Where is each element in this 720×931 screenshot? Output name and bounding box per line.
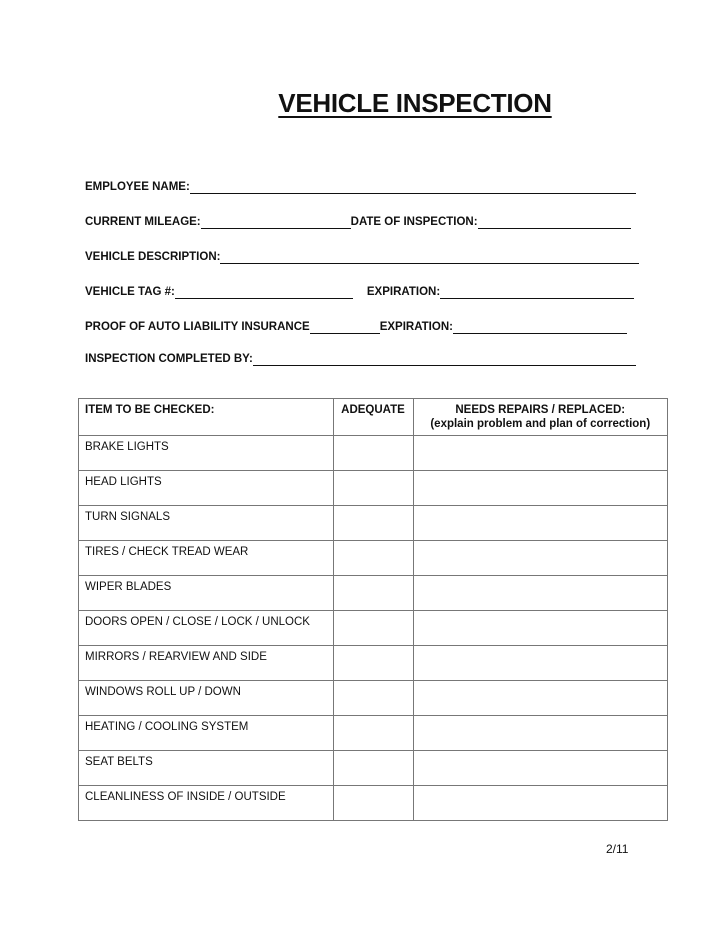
needs-repairs-cell[interactable] [413, 541, 668, 576]
table-row [79, 646, 668, 681]
proof-insurance-field[interactable] [310, 320, 380, 334]
table-header-row [79, 399, 668, 436]
adequate-cell[interactable] [333, 751, 413, 786]
inspection-completed-by-field[interactable] [253, 352, 636, 366]
employee-name-label: EMPLOYEE NAME: [85, 181, 190, 193]
table-row [79, 681, 668, 716]
item-cell: DOORS OPEN / CLOSE / LOCK / UNLOCK [79, 611, 334, 646]
needs-repairs-cell[interactable] [413, 436, 668, 471]
page-title: VEHICLE INSPECTION [278, 88, 552, 118]
item-cell: HEATING / COOLING SYSTEM [79, 716, 334, 751]
table-row [79, 751, 668, 786]
item-cell: CLEANLINESS OF INSIDE / OUTSIDE [79, 786, 334, 821]
table-row [79, 611, 668, 646]
current-mileage-label: CURRENT MILEAGE: [85, 216, 201, 228]
needs-repairs-column-header [413, 399, 668, 436]
table-row [79, 506, 668, 541]
adequate-cell[interactable] [333, 506, 413, 541]
vehicle-description-line [85, 246, 639, 264]
needs-repairs-cell[interactable] [413, 751, 668, 786]
needs-repairs-cell[interactable] [413, 506, 668, 541]
needs-repairs-subtitle: (explain problem and plan of correction) [430, 418, 651, 430]
needs-repairs-cell[interactable] [413, 611, 668, 646]
table-row [79, 786, 668, 821]
tag-expiration-field[interactable] [440, 285, 634, 299]
adequate-cell[interactable] [333, 541, 413, 576]
item-cell: MIRRORS / REARVIEW AND SIDE [79, 646, 334, 681]
insurance-expiration-label: EXPIRATION: [379, 321, 453, 333]
table-row [79, 576, 668, 611]
table-row [79, 541, 668, 576]
employee-name-line [85, 176, 636, 194]
table-row [79, 471, 668, 506]
table-row [79, 716, 668, 751]
item-cell: TIRES / CHECK TREAD WEAR [79, 541, 334, 576]
item-cell: HEAD LIGHTS [79, 471, 334, 506]
inspection-completed-by-label: INSPECTION COMPLETED BY: [85, 353, 253, 365]
item-cell: TURN SIGNALS [79, 506, 334, 541]
adequate-cell[interactable] [333, 471, 413, 506]
date-of-inspection-field[interactable] [478, 215, 631, 229]
vehicle-description-field[interactable] [220, 250, 639, 264]
insurance-expiration-field[interactable] [453, 320, 627, 334]
current-mileage-field[interactable] [201, 215, 351, 229]
completed-by-line [85, 348, 636, 366]
insurance-line [85, 316, 627, 334]
adequate-cell[interactable] [333, 646, 413, 681]
page-number: 2/11 [606, 842, 629, 856]
vehicle-tag-label: VEHICLE TAG #: [85, 286, 175, 298]
mileage-date-line [85, 211, 631, 229]
vehicle-description-label: VEHICLE DESCRIPTION: [85, 251, 221, 263]
adequate-cell[interactable] [333, 436, 413, 471]
adequate-cell[interactable] [333, 611, 413, 646]
needs-repairs-cell[interactable] [413, 786, 668, 821]
needs-repairs-cell[interactable] [413, 576, 668, 611]
needs-repairs-cell[interactable] [413, 471, 668, 506]
needs-repairs-cell[interactable] [413, 646, 668, 681]
date-of-inspection-label: DATE OF INSPECTION: [350, 216, 478, 228]
adequate-column-header: ADEQUATE [333, 399, 413, 436]
item-cell: SEAT BELTS [79, 751, 334, 786]
inspection-table [78, 398, 668, 821]
table-row [79, 436, 668, 471]
needs-repairs-title: NEEDS REPAIRS / REPLACED: [455, 404, 626, 416]
tag-expiration-label: EXPIRATION: [366, 286, 441, 298]
item-column-header: ITEM TO BE CHECKED: [79, 399, 334, 436]
vehicle-tag-field[interactable] [175, 285, 353, 299]
employee-name-field[interactable] [190, 180, 636, 194]
needs-repairs-cell[interactable] [413, 716, 668, 751]
adequate-cell[interactable] [333, 786, 413, 821]
item-cell: WIPER BLADES [79, 576, 334, 611]
adequate-cell[interactable] [333, 681, 413, 716]
item-cell: WINDOWS ROLL UP / DOWN [79, 681, 334, 716]
vehicle-tag-line [85, 281, 634, 299]
item-cell: BRAKE LIGHTS [79, 436, 334, 471]
needs-repairs-cell[interactable] [413, 681, 668, 716]
adequate-cell[interactable] [333, 576, 413, 611]
adequate-cell[interactable] [333, 716, 413, 751]
proof-insurance-label: PROOF OF AUTO LIABILITY INSURANCE [85, 321, 310, 333]
